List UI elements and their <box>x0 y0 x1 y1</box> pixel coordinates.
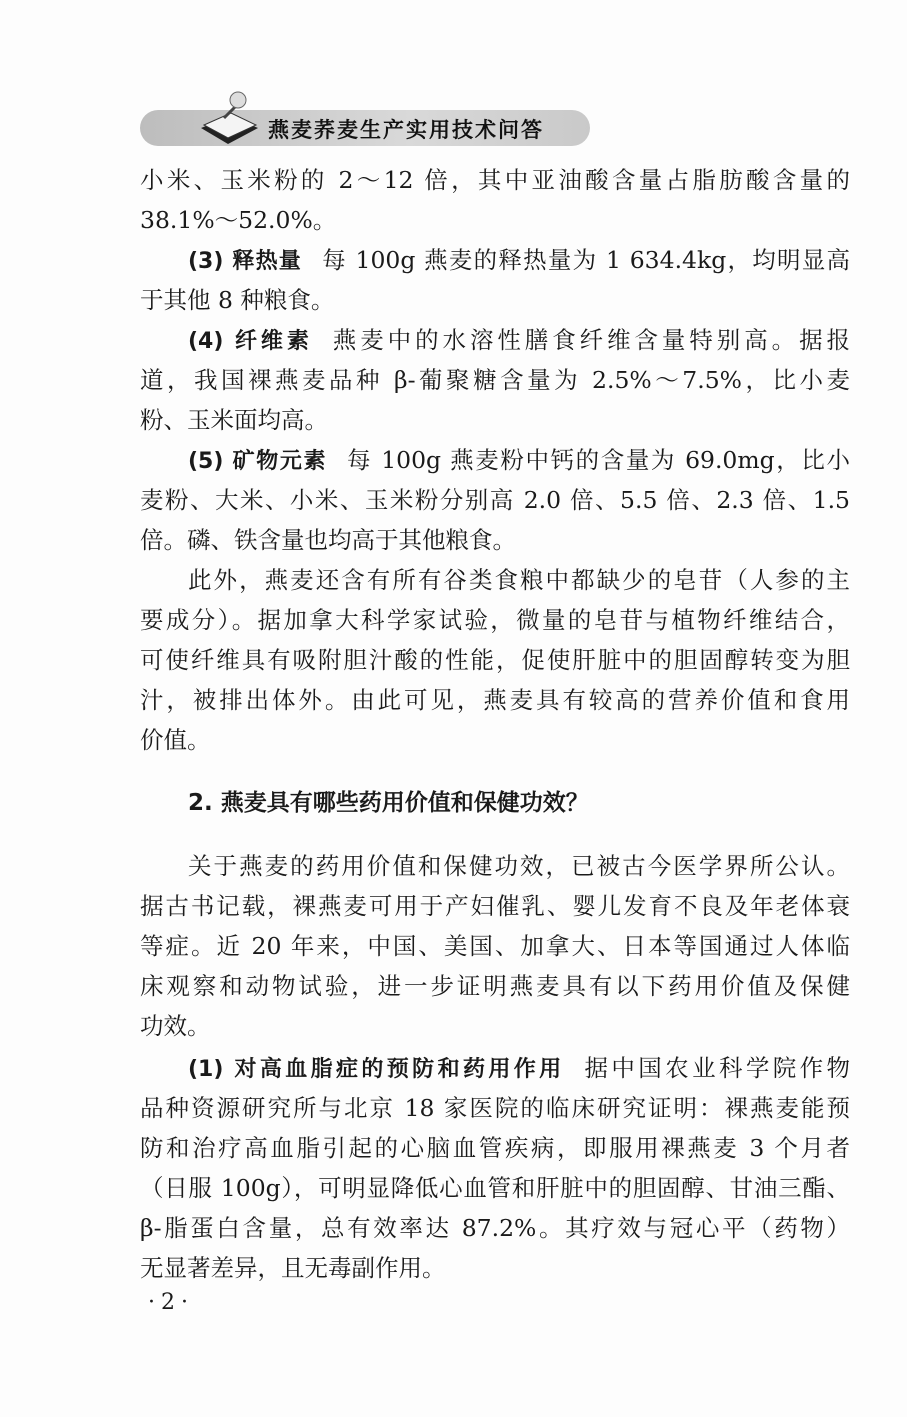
page-body <box>140 160 850 1288</box>
text-line <box>140 1088 850 1128</box>
subsection-lead: (4) 纤维素 <box>188 329 313 354</box>
line-text: 38.1%～52.0%。 <box>140 206 337 234</box>
text-line <box>140 360 850 400</box>
text-line <box>140 720 850 760</box>
line-text: 关于燕麦的药用价值和保健功效，已被古今医学界所公认。 <box>188 852 850 880</box>
text-line <box>140 1248 850 1288</box>
text-line <box>140 886 850 926</box>
line-text: 据中国农业科学院作物 <box>584 1054 850 1082</box>
line-text: 燕麦中的水溶性膳食纤维含量特别高。据报 <box>332 326 850 354</box>
text-line <box>140 160 850 200</box>
line-text: 防和治疗高血脂引起的心脑血管疾病，即服用裸燕麦 3 个月者 <box>140 1134 850 1162</box>
line-text: 麦粉、大米、小米、玉米粉分别高 2.0 倍、5.5 倍、2.3 倍、1.5 <box>140 486 850 514</box>
text-line <box>140 520 850 560</box>
line-text: 粉、玉米面均高。 <box>140 406 328 434</box>
text-line <box>140 1048 850 1088</box>
line-text: 无显著差异，且无毒副作用。 <box>140 1254 446 1282</box>
page-number: ·2· <box>148 1290 194 1315</box>
spacer <box>140 828 850 846</box>
text-line <box>140 200 850 240</box>
line-text: 可使纤维具有吸附胆汁酸的性能，促使肝脏中的胆固醇转变为胆 <box>140 646 850 674</box>
text-line <box>140 560 850 600</box>
text-line <box>140 400 850 440</box>
section-heading: 2. 燕麦具有哪些药用价值和保健功效？ <box>188 790 589 816</box>
line-text: 据古书记载，裸燕麦可用于产妇催乳、婴儿发育不良及年老体衰 <box>140 892 850 920</box>
line-text: 品种资源研究所与北京 18 家医院的临床研究证明：裸燕麦能预 <box>140 1094 850 1122</box>
line-text: 等症。近 20 年来，中国、美国、加拿大、日本等国通过人体临 <box>140 932 850 960</box>
subsection-lead: (3) 释热量 <box>188 249 303 274</box>
line-text: 倍。磷、铁含量也均高于其他粮食。 <box>140 526 516 554</box>
text-line <box>140 1006 850 1046</box>
text-line <box>140 966 850 1006</box>
subsection-lead: (5) 矿物元素 <box>188 449 328 474</box>
text-line <box>140 600 850 640</box>
text-line <box>140 1168 850 1208</box>
spacer <box>140 760 850 778</box>
subsection-lead: (1) 对高血脂症的预防和药用作用 <box>188 1057 565 1082</box>
text-line <box>140 1128 850 1168</box>
line-text: 小米、玉米粉的 2～12 倍，其中亚油酸含量占脂肪酸含量的 <box>140 166 850 194</box>
text-line <box>140 846 850 886</box>
text-line <box>140 926 850 966</box>
line-text: 汁，被排出体外。由此可见，燕麦具有较高的营养价值和食用 <box>140 686 850 714</box>
line-text: 功效。 <box>140 1012 211 1040</box>
text-line <box>140 1208 850 1248</box>
line-text: 此外，燕麦还含有所有谷类食粮中都缺少的皂苷（人参的主 <box>188 566 850 594</box>
text-line <box>140 320 850 360</box>
book-lamp-icon <box>196 88 266 148</box>
text-line <box>140 680 850 720</box>
line-text: 要成分）。据加拿大科学家试验，微量的皂苷与植物纤维结合， <box>140 606 850 634</box>
text-line <box>140 480 850 520</box>
line-text: 每 100g 燕麦粉中钙的含量为 69.0mg，比小 <box>347 446 850 474</box>
line-text: 床观察和动物试验，进一步证明燕麦具有以下药用价值及保健 <box>140 972 850 1000</box>
line-text: 道，我国裸燕麦品种 β-葡聚糖含量为 2.5%～7.5%，比小麦 <box>140 366 850 394</box>
text-line <box>140 280 850 320</box>
line-text: 于其他 8 种粮食。 <box>140 286 335 314</box>
text-line <box>140 440 850 480</box>
line-text: β-脂蛋白含量，总有效率达 87.2%。其疗效与冠心平（药物） <box>140 1214 850 1242</box>
line-text: 价值。 <box>140 726 211 754</box>
text-line <box>140 640 850 680</box>
line-text: （日服 100g），可明显降低心血管和肝脏中的胆固醇、甘油三酯、 <box>140 1174 850 1202</box>
running-header-title: 燕麦荞麦生产实用技术问答 <box>268 118 544 142</box>
text-line <box>140 240 850 280</box>
line-text: 每 100g 燕麦的释热量为 1 634.4kg，均明显高 <box>322 246 850 274</box>
